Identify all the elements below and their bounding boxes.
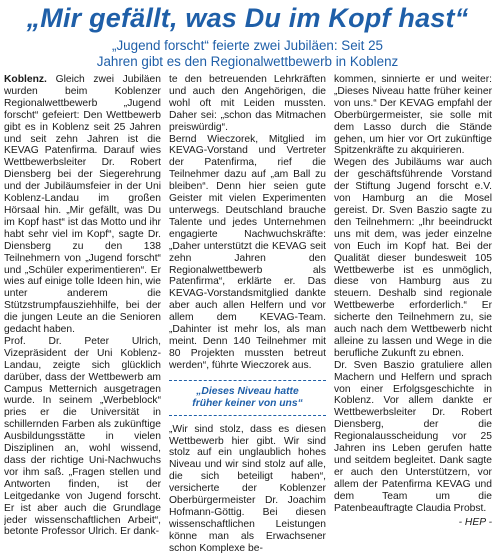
paragraph: te den betreuenden Lehrkräften und auch den Angehörigen, die wohl oft mit Leiden mussten. Daher sei: „schon das Mitmachen preiswürdig“. — [169, 74, 326, 133]
headline: „Mir gefällt, was Du im Kopf hast“ — [26, 3, 469, 33]
paragraph: Prof. Dr. Peter Ulrich, Vizepräsident der Uni Koblenz-Landau, zeigte sich glücklich darüber, dass der Wettbewerb am Campus Metternich ausgetragen wurde. In seinem „Werbeblock“ pries er die Universität in schillernden Farben als zukünftige Ausbildungsstätte in vielen Disziplinen an, wohl wissend, dass der richtige Uni-Nachwuchs vor ihm saß. „Fragen stellen und Antworten finden, ist der Leitgedanke von Jugend forscht. Er ist aber auch die Grundlage jeder wissenschaftlichen Arbeit“, betonte Professor Ulrich. Er dank- — [4, 335, 161, 538]
column-1 — [4, 74, 161, 558]
paragraph: Bernd Wieczorek, Mitglied im KEVAG-Vorstand und Vertreter der Patenfirma, rief die Teilnehmer dazu auf „am Ball zu bleiben“. Denn hier seien gute Geister mit vielen Experimenten unterwegs. Deutschland brauche Talente und jedes Unternehmen engagierte Nachwuchskräfte: „Daher unterstützt die KEVAG seit zehn Jahren den Regionalwettbewerb als Patenfirma“, erklärte er. Das KEVAG-Vorstandsmitglied dankte aber auch allen Helfern und vor allem dem KEVAG-Team. „Dahinter ist mehr los, als man meint. Denn 140 Teilnehmer mit 80 Projekten mussten betreut werden“, führte Wieczorek aus. — [169, 133, 326, 371]
paragraph: Dr. Sven Baszio gratuliere allen Machern und Helfern und sprach von einer Erfolgsgeschichte in Koblenz. Vor allem dankte er Wettbewerbsleiter Dr. Robert Diensberg, der die Regionalausscheidung vor 25 Jahren ins Leben gerufen hatte und seitdem begleitet. Dank sagte er auch den Unterstützern, vor allem der Patenfirma KEVAG und dem Team um die Patenbeauftragte Claudia Probst. — [334, 359, 492, 514]
subheadline-line-2: Jahren gibt es den Regionalwettbewerb in Koblenz — [96, 54, 399, 69]
pull-quote-line-2: früher keiner von uns“ — [192, 397, 303, 409]
paragraph: kommen, sinnierte er und weiter: „Dieses Niveau hatte früher keiner von uns.“ Der KEVAG empfahl der Oberbürgermeister, sie solle mit dem Lasso durch die Stände gehen, um hier vor Ort zukünftige Spitzenkräfte zu akquirieren. — [334, 74, 492, 157]
pull-quote-line-1: „Dieses Niveau hatte — [196, 385, 299, 397]
paragraph: Wegen des Jubiläums war auch der geschäftsführende Vorstand der Stiftung Jugend forscht e.V. von Hamburg an die Mosel gereist. Dr. Sven Baszio sagte zu den Teilnehmern: „Ihr beeindruckt uns mit dem, was jeder einzelne von Euch im Kopf hat. Bei der Qualität dieser bundesweit 105 Wettbewerbe ist es unmöglich, diese von Hamburg aus zu steuern. Deshalb sind regionale Wettbewerbe erforderlich.“ Er sicherte den Teilnehmern zu, sie auch nach dem Wettbewerb nicht alleine zu lassen und Wege in die berufliche Zukunft zu ebnen. — [334, 157, 492, 359]
author-signature: - HEP - — [458, 516, 492, 528]
column-2 — [169, 74, 326, 558]
article-body — [4, 74, 492, 558]
subheadline — [0, 38, 495, 70]
pull-quote — [169, 380, 326, 416]
dateline-city: Koblenz. — [4, 74, 47, 85]
paragraph: „Wir sind stolz, dass es diesen Wettbewerb hier gibt. Wir sind stolz auf ein unglaublich hohes Niveau und wir sind stolz auf alle, die sich beteiligt haben“, versicherte der Koblenzer Oberbürgermeister Dr. Joachim Hofmann-Göttig. Bei diesen wissenschaftlichen Leistungen könne man als Erwachsener schon Komplexe be- — [169, 423, 326, 554]
column-3 — [334, 74, 492, 558]
subheadline-line-1: „Jugend forscht“ feierte zwei Jubiläen: Seit 25 — [112, 38, 383, 53]
paragraph-text: Gleich zwei Jubiläen wurden beim Koblenzer Regionalwettbewerb „Jugend forscht“ gefeiert: Den Wettbewerb gibt es in Koblenz seit 25 Jahren und seit zehn Jahren ist die KEVAG Patenfirma. Darauf wies Wettbewerbsleiter Dr. Robert Diensberg bei der Siegerehrung und der Jubiläumsfeier in der Uni Koblenz-Landau im großen Hörsaal hin. „Mir gefällt, was Du im Kopf hast“ ist das Motto und ihr habt sehr viel im Kopf“, sagte Dr. Diensberg zu den 138 Teilnehmern von „Jugend forscht“ und „Schüler experimentieren“. Er wies auf einige tolle Ideen hin, wie unter anderem die Stützstrumpfausziehhilfe, bei der die jungen Leute an die Senioren gedacht haben. — [4, 74, 161, 336]
paragraph — [4, 74, 161, 336]
